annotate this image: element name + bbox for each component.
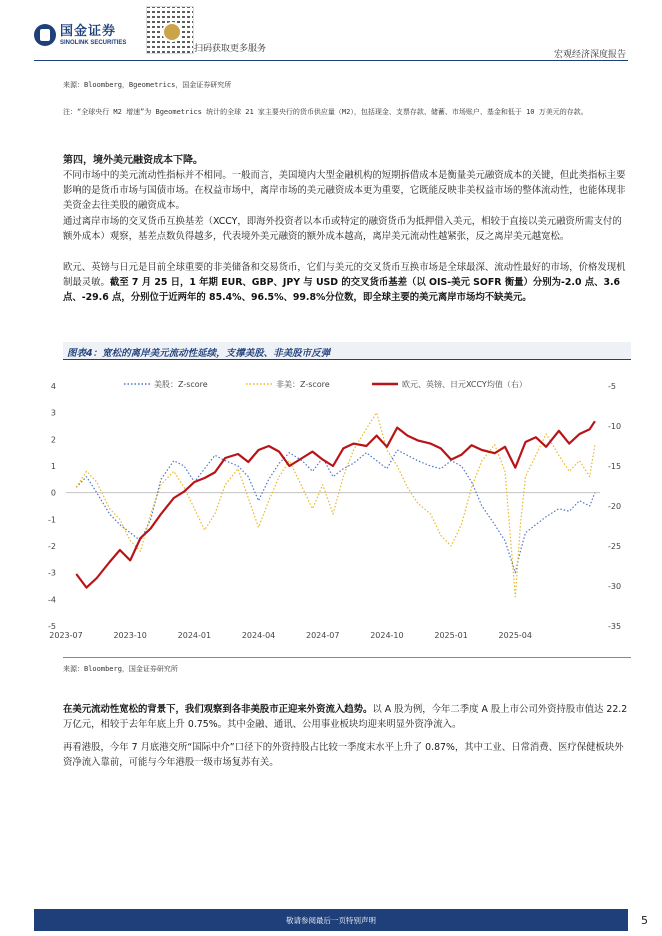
x-tick-label: 2025-01 <box>434 631 468 640</box>
series-line-1 <box>76 413 595 597</box>
paragraph-4-bold: 在美元流动性宽松的背景下，我们观察到各非美股市正迎来外资流入趋势。 <box>63 704 373 715</box>
y-left-tick-label: -2 <box>48 542 56 551</box>
y-left-tick-label: 0 <box>50 488 56 498</box>
logo-cn-text: 国金证券 <box>60 23 117 39</box>
logo-en-text: SINOLINK SECURITIES <box>60 39 127 46</box>
paragraph-3-bold: 截至 7 月 25 日，1 年期 EUR、GBP、JPY 与 USD 的交叉货币基差（以 OIS-美元 SOFR 衡量）分别为-2.0 点、3.6 点、-29.6 点，分别位于近两年的 85.4%、96.5%、99.8%分位数，即全球主要的美元离岸市场均不缺美元。 <box>63 277 621 303</box>
chart-svg <box>34 364 630 654</box>
page-header <box>0 0 662 68</box>
header-divider <box>34 60 628 61</box>
page-footer <box>0 905 662 936</box>
figure-source: 来源：Bloomberg，国金证券研究所 <box>63 665 178 673</box>
x-tick-label: 2024-07 <box>306 631 340 640</box>
paragraph-3 <box>63 260 631 305</box>
section-heading: 第四，境外美元融资成本下降。 <box>63 155 203 166</box>
x-tick-label: 2023-07 <box>49 631 83 640</box>
x-tick-label: 2024-10 <box>370 631 404 640</box>
legend-label-2: 欧元、英镑、日元XCCY均值（右） <box>402 380 527 389</box>
y-right-tick-label: -20 <box>608 502 622 511</box>
page-number: 5 <box>641 914 648 927</box>
paragraph-1: 不同市场中的美元流动性指标并不相同。一般而言，美国境内大型金融机构的短期拆借成本是衡量美元融资成本的关键，但此类指标主要影响的是货币市场与国债市场。在权益市场中，离岸市场的美元融资成本更为重要，它既能反映非美权益市场的整体流动性，也能体现非美资金去往美股的融资成本。 <box>63 170 626 211</box>
paragraph-3-normal: 欧元、英镑与日元是目前全球重要的非美储备和交易货币，它们与美元的交叉货币互换市场是全球最深、流动性最好的市场，价格发现机制最灵敏。 <box>63 262 626 288</box>
paragraph-4 <box>63 702 631 732</box>
x-tick-label: 2024-01 <box>177 631 212 640</box>
footer-bar <box>34 909 628 931</box>
y-left-tick-label: 4 <box>50 382 56 391</box>
report-type-label: 宏观经济深度报告 <box>553 50 626 60</box>
figure-title: 图表4：宽松的离岸美元流动性延续，支撑美股、非美股市反弹 <box>67 348 331 359</box>
xccy-zscore-chart <box>34 364 630 654</box>
y-right-tick-label: -15 <box>608 462 622 471</box>
y-right-tick-label: -10 <box>608 422 622 431</box>
qr-code-icon[interactable] <box>146 6 194 54</box>
x-tick-label: 2023-10 <box>113 631 147 640</box>
company-logo <box>34 24 126 46</box>
y-right-tick-label: -5 <box>608 382 616 391</box>
y-left-tick-label: -3 <box>48 568 56 578</box>
legend-label-0: 美股：Z-score <box>154 380 208 389</box>
figure-title-bar <box>63 342 631 360</box>
qr-center-badge-icon <box>162 22 182 42</box>
logo-icon <box>34 24 56 46</box>
y-right-tick-label: -35 <box>608 622 622 631</box>
x-tick-label: 2025-04 <box>498 631 532 640</box>
y-left-tick-label: -1 <box>48 515 56 525</box>
y-right-tick-label: -25 <box>608 542 622 551</box>
x-tick-label: 2024-04 <box>241 631 276 640</box>
footer-disclaimer: 敬请参阅最后一页特别声明 <box>286 916 376 925</box>
paragraph-4-normal: 以 A 股为例，今年二季度 A 股上市公司外资持股市值达 22.2 万亿元，相较于去年年底上升 0.75%。其中金融、通讯、公用事业板块均迎来明显外资净流入。 <box>63 704 628 730</box>
scan-hint: 扫码获取更多服务 <box>194 44 267 54</box>
series-line-0 <box>76 450 595 573</box>
legend-label-1: 非美：Z-score <box>276 380 330 389</box>
top-footnote: 注：“全球央行 M2 增速”为 Bgeometrics 统计的全球 21 家主要央行的货币供应量（M2），包括现金、支票存款、储蓄、市场账户、基金和低于 10 万美元的存款。 <box>63 108 588 116</box>
paragraph-2: 通过离岸市场的交叉货币互换基差（XCCY，即海外投资者以本币或特定的融资货币为抵押借入美元，相较于直接以美元融资所需支付的额外成本）观察，基差点数负得越多，代表境外美元融资的额外成本越高，离岸美元流动性越紧张，反之离岸美元越宽松。 <box>63 216 622 242</box>
y-left-tick-label: -4 <box>48 595 56 605</box>
y-right-tick-label: -30 <box>608 582 622 591</box>
y-left-tick-label: 1 <box>50 462 56 471</box>
y-left-tick-label: -5 <box>48 622 56 631</box>
paragraph-5: 再看港股，今年 7 月底港交所“国际中介”口径下的外资持股占比较一季度末水平上升了 0.87%，其中工业、日常消费、医疗保健板块外资净流入靠前，可能与今年港股一级市场复苏有关。 <box>63 742 624 768</box>
figure-bottom-rule <box>63 657 631 658</box>
y-left-tick-label: 3 <box>50 408 56 418</box>
y-left-tick-label: 2 <box>50 435 56 445</box>
top-source-note: 来源：Bloomberg，Bgeometrics，国金证券研究所 <box>63 81 232 89</box>
